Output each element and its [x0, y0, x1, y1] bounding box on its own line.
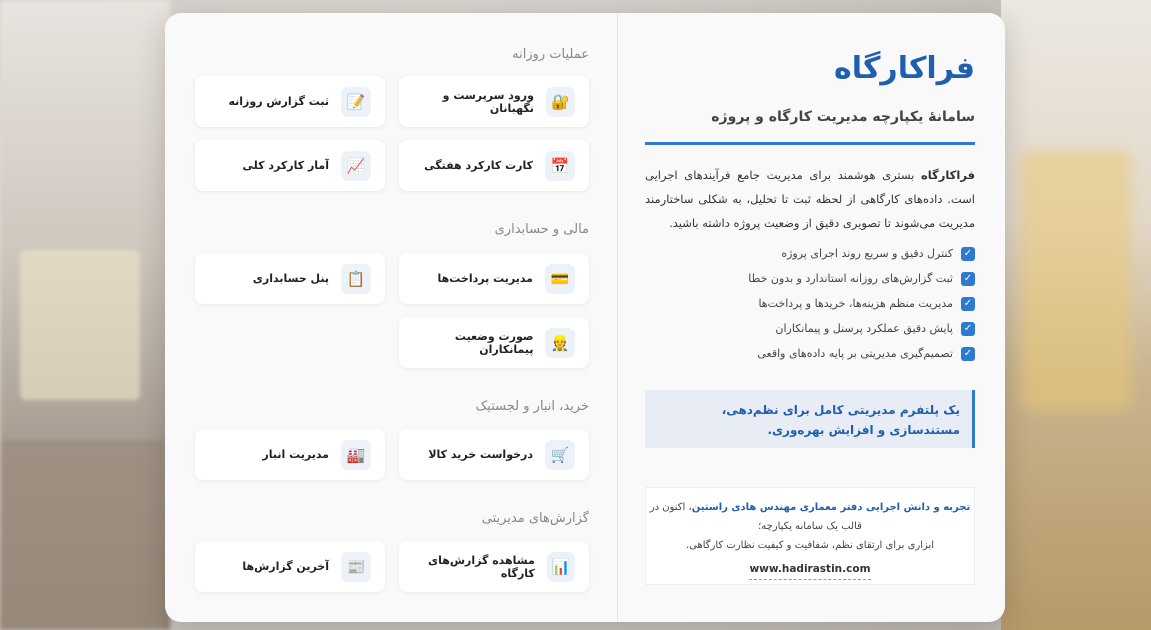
section-title-finance: مالی و حسابداری [494, 222, 589, 237]
brand-subtitle: سامانهٔ یکپارچه مدیریت کارگاه و پروژه [711, 109, 975, 125]
section-title-reports: گزارش‌های مدیریتی [481, 511, 589, 526]
feature-item [748, 341, 975, 366]
feature-label: مدیریت منظم هزینه‌ها، خریدها و پرداخت‌ها [758, 297, 953, 310]
tile-label: مدیریت انبار [262, 448, 329, 461]
check-icon: ✓ [961, 347, 975, 361]
tile-label: ورود سرپرست و نگهبانان [442, 88, 534, 115]
section-title-daily: عملیات روزانه [512, 47, 589, 62]
panel-divider [617, 13, 618, 622]
background-left [0, 0, 170, 630]
background-window [20, 250, 140, 400]
credit-line-1 [646, 498, 974, 536]
brand-title: فراکارگاه [834, 51, 975, 86]
tile-payments[interactable] [399, 253, 589, 304]
feature-item [748, 241, 975, 266]
tile-contractor-statements[interactable] [399, 317, 589, 368]
warehouse-icon: 🏭 [341, 440, 371, 470]
tile-purchase-request[interactable] [399, 429, 589, 480]
check-icon: ✓ [961, 322, 975, 336]
tile-label: ثبت گزارش روزانه [228, 95, 329, 108]
tile-site-reports[interactable] [399, 541, 589, 592]
tile-supervisor-login[interactable] [399, 76, 589, 127]
background-right [1001, 0, 1151, 630]
description [645, 163, 975, 235]
tile-label: آمار کارکرد کلی [242, 159, 329, 172]
tile-weekly-timecard[interactable] [399, 140, 589, 191]
main-card [165, 13, 1005, 622]
highlight-box: یک پلتفرم مدیریتی کامل برای نظم‌دهی، مستندسازی و افزایش بهره‌وری. [645, 390, 975, 448]
bar-chart-icon: 📊 [547, 552, 575, 582]
calendar-icon: 📅 [545, 151, 575, 181]
check-icon: ✓ [961, 247, 975, 261]
tile-label: درخواست خرید کالا [428, 448, 533, 461]
tile-label: صورت وضعیت پیمانکاران [454, 329, 534, 356]
ledger-icon: 📋 [341, 264, 371, 294]
feature-label: تصمیم‌گیری مدیریتی بر پایه داده‌های واقعی [757, 347, 953, 360]
info-panel [645, 13, 975, 622]
feature-label: ثبت گزارش‌های روزانه استاندارد و بدون خطا [748, 272, 953, 285]
tile-overall-stats[interactable] [195, 140, 385, 191]
tile-label: مشاهده گزارش‌های کارگاه [428, 553, 535, 580]
credit-url[interactable]: www.hadirastin.com [749, 560, 870, 580]
cart-icon: 🛒 [545, 440, 575, 470]
credit-card-icon: 💳 [545, 264, 575, 294]
report-edit-icon: 📝 [341, 87, 371, 117]
tile-label: پنل حسابداری [252, 272, 329, 285]
feature-label: کنترل دقیق و سریع روند اجرای پروژه [781, 247, 953, 260]
feature-item [748, 266, 975, 291]
tile-daily-report[interactable] [195, 76, 385, 127]
feature-item [748, 291, 975, 316]
description-bold: فراکارگاه [920, 168, 975, 182]
description-text: بستری هوشمند برای مدیریت جامع فرآیندهای اجرایی است. داده‌های کارگاهی از لحظه ثبت تا تحلیل، به شکلی ساختارمند مدیریت می‌شوند تا تصویری دقیق از وضعیت پروژه داشته باشید. [645, 168, 975, 230]
tile-latest-reports[interactable] [195, 541, 385, 592]
tile-label: آخرین گزارش‌ها [242, 560, 329, 573]
tile-warehouse[interactable] [195, 429, 385, 480]
check-icon: ✓ [961, 272, 975, 286]
worker-icon: 👷 [545, 328, 575, 358]
menu-panel [194, 13, 589, 622]
lock-icon: 🔐 [546, 87, 575, 117]
feature-label: پایش دقیق عملکرد پرسنل و پیمانکاران [775, 322, 953, 335]
background-glow [1021, 150, 1131, 410]
tile-label: کارت کارکرد هفتگی [424, 159, 533, 172]
credit-line-2: ابزاری برای ارتقای نظم، شفافیت و کیفیت نظارت کارگاهی. [685, 540, 935, 551]
check-icon: ✓ [961, 297, 975, 311]
feature-list [748, 241, 975, 366]
chart-icon: 📈 [341, 151, 371, 181]
tile-accounting[interactable] [195, 253, 385, 304]
credit-box [645, 487, 975, 585]
background-cabinet [0, 440, 165, 630]
feature-item [748, 316, 975, 341]
credit-suffix: ، اکنون در قالب یک سامانه یکپارچه؛ [649, 502, 862, 532]
section-title-purchase: خرید، انبار و لجستیک [475, 399, 589, 414]
tile-label: مدیریت پرداخت‌ها [437, 272, 533, 285]
credit-name: دفتر معماری مهندس هادی راستین [691, 502, 863, 513]
credit-prefix: تجربه و دانش اجرایی [862, 502, 971, 513]
brand-underline [645, 142, 975, 145]
newspaper-icon: 📰 [341, 552, 371, 582]
